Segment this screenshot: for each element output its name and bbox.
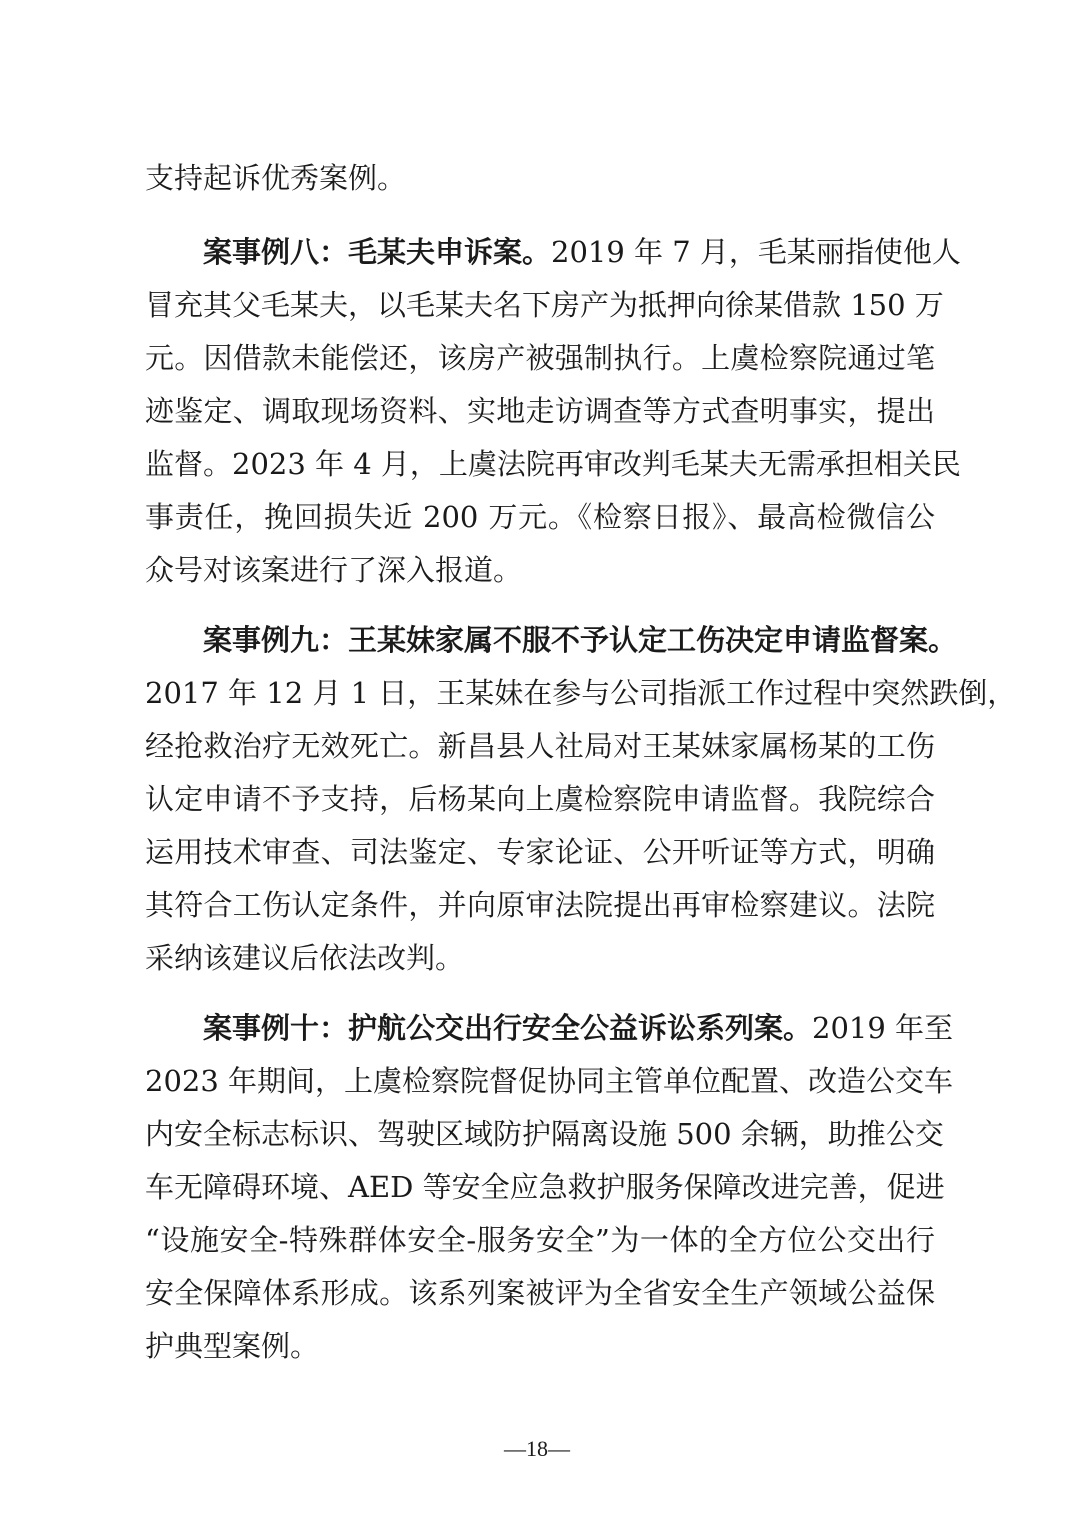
case-8-first-line xyxy=(203,232,961,272)
text-line: 2017 年 12 月 1 日，王某妹在参与公司指派工作过程中突然跌倒， xyxy=(145,676,1017,710)
text-line: 支持起诉优秀案例。 xyxy=(145,161,407,195)
text-line: 监督。2023 年 4 月，上虞法院再审改判毛某夫无需承担相关民 xyxy=(145,447,961,481)
text-line: 迹鉴定、调取现场资料、实地走访调查等方式查明事实，提出 xyxy=(145,394,935,428)
text-line: 冒充其父毛某夫，以毛某夫名下房产为抵押向徐某借款 150 万 xyxy=(145,288,944,322)
case-10-title: 案事例十：护航公交出行安全公益诉讼系列案。 xyxy=(203,1011,813,1045)
text-line: 经抢救治疗无效死亡。新昌县人社局对王某妹家属杨某的工伤 xyxy=(145,729,935,763)
text-line: 采纳该建议后依法改判。 xyxy=(145,941,465,975)
page-number: —18— xyxy=(504,1436,570,1461)
text-line: 众号对该案进行了深入报道。 xyxy=(145,553,523,587)
text-line: “设施安全-特殊群体安全-服务安全”为一体的全方位公交出行 xyxy=(145,1223,935,1257)
text-line: 认定申请不予支持，后杨某向上虞检察院申请监督。我院综合 xyxy=(145,782,935,816)
text-line: 车无障碍环境、AED 等安全应急救护服务保障改进完善，促进 xyxy=(145,1170,945,1204)
text-line: 事责任，挽回损失近 200 万元。《检察日报》、最高检微信公 xyxy=(145,500,935,534)
case-8-text: 2019 年 7 月，毛某丽指使他人 xyxy=(551,235,961,269)
case-10-first-line xyxy=(203,1008,954,1048)
text-line: 运用技术审查、司法鉴定、专家论证、公开听证等方式，明确 xyxy=(145,835,935,869)
text-line: 其符合工伤认定条件，并向原审法院提出再审检察建议。法院 xyxy=(145,888,935,922)
text-line: 内安全标志标识、驾驶区域防护隔离设施 500 余辆，助推公交 xyxy=(145,1117,944,1151)
case-9-first-line xyxy=(203,620,958,660)
case-9-title: 案事例九：王某妹家属不服不予认定工伤决定申请监督案。 xyxy=(203,623,958,657)
text-line: 元。因借款未能偿还，该房产被强制执行。上虞检察院通过笔 xyxy=(145,341,935,375)
text-line: 护典型案例。 xyxy=(145,1329,320,1363)
case-8-title: 案事例八：毛某夫申诉案。 xyxy=(203,235,552,269)
case-10-text: 2019 年至 xyxy=(812,1011,954,1045)
text-line: 2023 年期间，上虞检察院督促协同主管单位配置、改造公交车 xyxy=(145,1064,954,1098)
text-line: 安全保障体系形成。该系列案被评为全省安全生产领域公益保 xyxy=(145,1276,935,1310)
